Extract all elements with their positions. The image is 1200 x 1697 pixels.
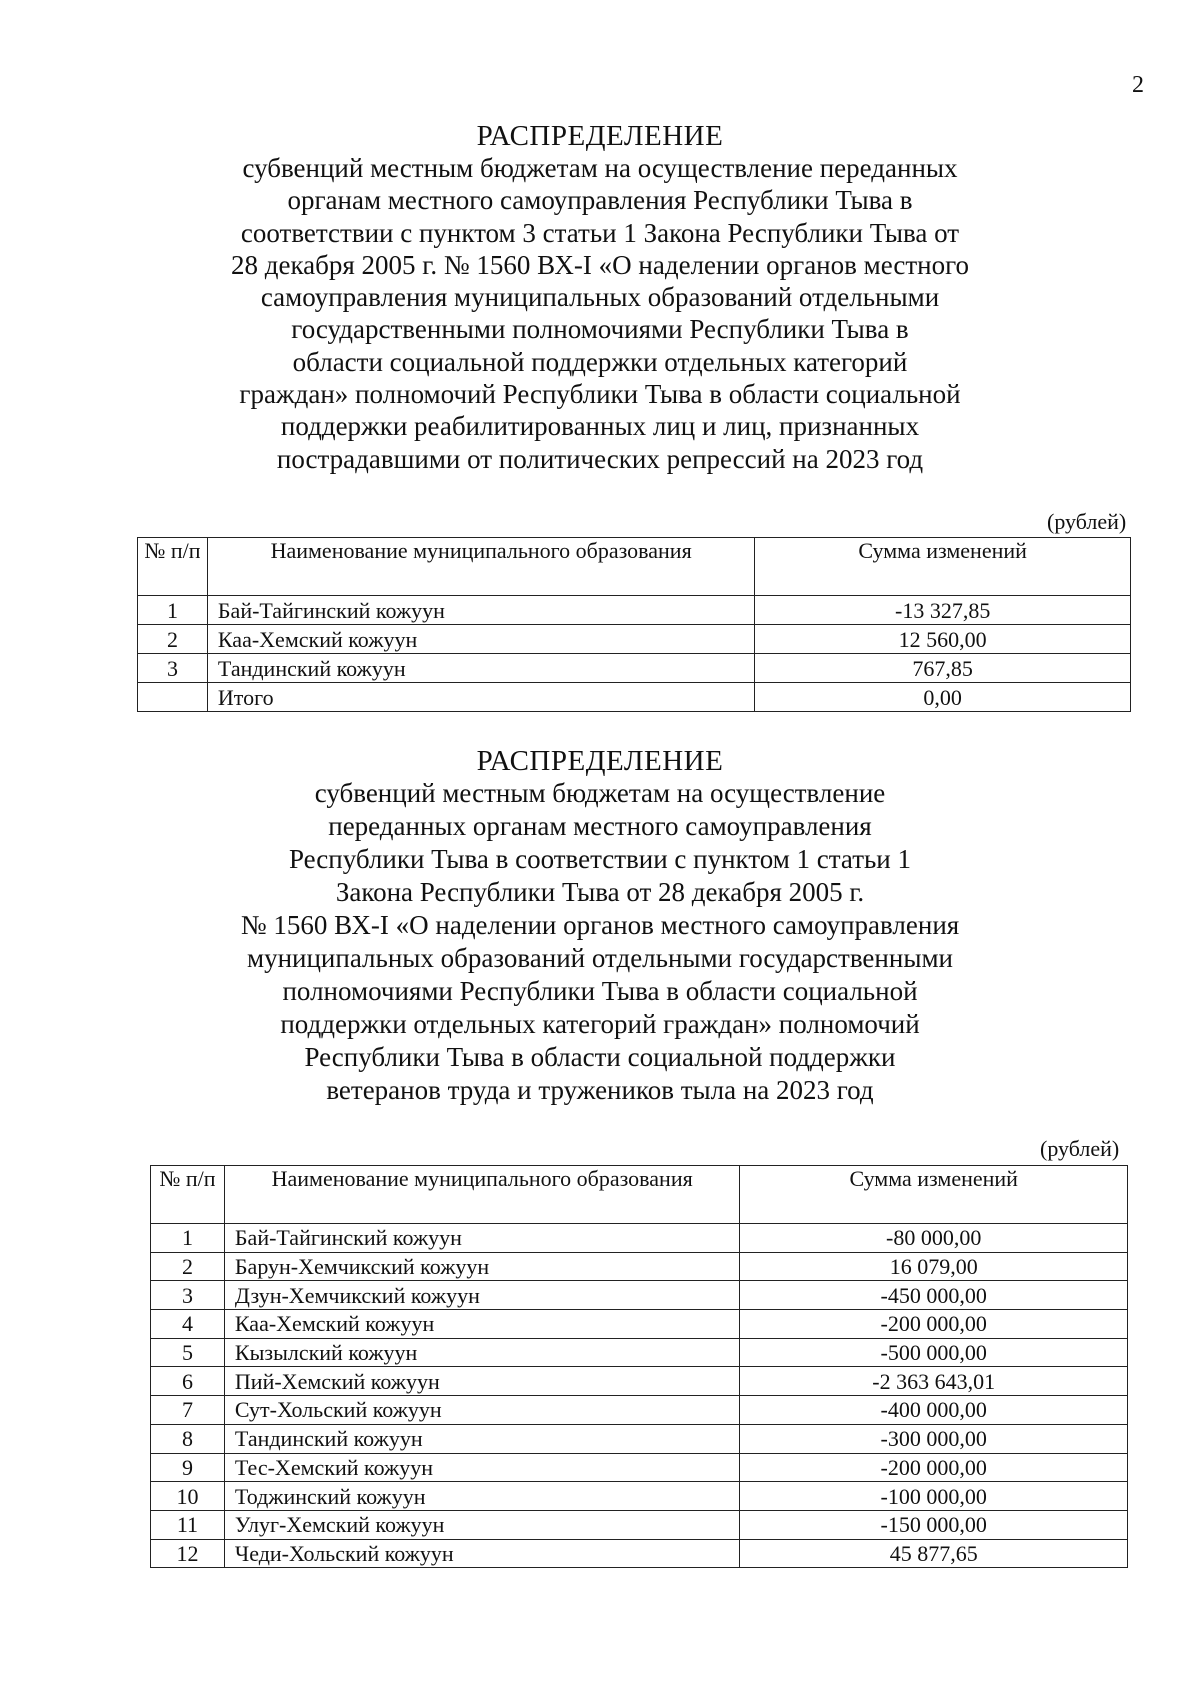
row-sum: 16 079,00 [740,1252,1128,1281]
table-row [151,1252,1128,1281]
header-num: № п/п [151,1166,225,1224]
row-name: Чеди-Хольский кожуун [224,1539,739,1568]
section2-line: муниципальных образований отдельными государственными [246,943,953,973]
row-name: Пий-Хемский кожуун [224,1367,739,1396]
section1-line: органам местного самоуправления Республики Тыва в [287,185,913,216]
section1-title: РАСПРЕДЕЛЕНИЕ [476,120,724,152]
section1-line: самоуправления муниципальных образований отдельными [260,282,940,313]
row-num: 3 [151,1281,225,1310]
row-num: 8 [151,1424,225,1453]
row-num: 12 [151,1539,225,1568]
table-row [151,1338,1128,1367]
table-row [151,1424,1128,1453]
section1-heading [0,120,1200,475]
section2-line: Республики Тыва в области социальной поддержки [304,1042,896,1072]
table-row [151,1224,1128,1253]
table-row [151,1539,1128,1568]
section1-line: субвенций местным бюджетам на осуществление переданных [242,153,958,183]
row-sum: 45 877,65 [740,1539,1128,1568]
row-num: 3 [138,654,208,683]
section1-units: (рублей) [1047,509,1127,534]
table-row [138,654,1131,683]
row-sum: -400 000,00 [740,1396,1128,1425]
section2-line: Закона Республики Тыва от 28 декабря 2005 г. [335,877,865,907]
table-row [151,1367,1128,1396]
row-num: 1 [138,596,208,625]
row-sum: 12 560,00 [755,625,1131,654]
section1-line: соответствии с пунктом 3 статьи 1 Закона Республики Тыва от [240,217,960,248]
table-row [151,1510,1128,1539]
section1-line: поддержки реабилитированных лиц и лиц, признанных [280,411,920,442]
row-name: Тандинский кожуун [224,1424,739,1453]
header-name: Наименование муниципального образования [224,1166,739,1224]
table-row [151,1281,1128,1310]
section2-title: РАСПРЕДЕЛЕНИЕ [476,745,724,777]
section1-table [137,537,1131,712]
row-sum: -500 000,00 [740,1338,1128,1367]
row-sum: -300 000,00 [740,1424,1128,1453]
table-header-row [138,538,1131,596]
table-row [138,596,1131,625]
header-num: № п/п [138,538,208,596]
row-name: Тоджинский кожуун [224,1482,739,1511]
row-name: Каа-Хемский кожуун [207,625,754,654]
table-header-row [151,1166,1128,1224]
section2-line: поддержки отдельных категорий граждан» полномочий [280,1009,920,1039]
section1-line: пострадавшими от политических репрессий на 2023 год [276,443,924,474]
row-num: 9 [151,1453,225,1482]
row-num: 5 [151,1338,225,1367]
row-sum: -100 000,00 [740,1482,1128,1511]
section2-line: переданных органам местного самоуправления [328,811,872,841]
section2-line: полномочиями Республики Тыва в области социальной [282,976,918,1006]
row-name: Тандинский кожуун [207,654,754,683]
row-sum: -150 000,00 [740,1510,1128,1539]
section2-line: № 1560 ВХ-I «О наделении органов местного самоуправления [240,910,960,940]
row-sum: -2 363 643,01 [740,1367,1128,1396]
row-sum: 767,85 [755,654,1131,683]
header-sum: Сумма изменений [740,1166,1128,1224]
section2-line: Республики Тыва в соответствии с пунктом 1 статьи 1 [288,844,912,874]
row-num: 11 [151,1510,225,1539]
row-num: 10 [151,1482,225,1511]
section1-line: 28 декабря 2005 г. № 1560 ВХ-I «О наделении органов местного [230,249,970,280]
row-sum: -80 000,00 [740,1224,1128,1253]
table-row [138,625,1131,654]
row-name: Барун-Хемчикский кожуун [224,1252,739,1281]
section1-line: государственными полномочиями Республики Тыва в [291,314,909,345]
row-name: Тес-Хемский кожуун [224,1453,739,1482]
row-name: Итого [207,683,754,712]
section1-line: области социальной поддержки отдельных категорий [292,346,908,377]
row-name: Бай-Тайгинский кожуун [224,1224,739,1253]
row-name: Сут-Хольский кожуун [224,1396,739,1425]
row-num: 6 [151,1367,225,1396]
table-row [151,1453,1128,1482]
section2-line: субвенций местным бюджетам на осуществление [314,778,886,808]
row-name: Кызылский кожуун [224,1338,739,1367]
section2-heading [0,745,1200,1107]
table-row [151,1482,1128,1511]
row-sum: 0,00 [755,683,1131,712]
row-sum: -13 327,85 [755,596,1131,625]
table-row [151,1310,1128,1339]
table-row [151,1396,1128,1425]
row-name: Бай-Тайгинский кожуун [207,596,754,625]
section2-table [150,1165,1128,1568]
page-number: 2 [1132,72,1144,98]
row-name: Каа-Хемский кожуун [224,1310,739,1339]
section2-line: ветеранов труда и тружеников тыла на 2023 год [326,1075,874,1105]
row-num: 2 [151,1252,225,1281]
section2-units: (рублей) [1040,1136,1120,1161]
row-name: Улуг-Хемский кожуун [224,1510,739,1539]
header-sum: Сумма изменений [755,538,1131,596]
row-sum: -200 000,00 [740,1310,1128,1339]
table-total-row [138,683,1131,712]
row-sum: -200 000,00 [740,1453,1128,1482]
row-sum: -450 000,00 [740,1281,1128,1310]
row-num: 1 [151,1224,225,1253]
row-num: 4 [151,1310,225,1339]
header-name: Наименование муниципального образования [207,538,754,596]
row-num [138,683,208,712]
row-name: Дзун-Хемчикский кожуун [224,1281,739,1310]
row-num: 7 [151,1396,225,1425]
section1-line: граждан» полномочий Республики Тыва в области социальной [239,379,961,410]
row-num: 2 [138,625,208,654]
